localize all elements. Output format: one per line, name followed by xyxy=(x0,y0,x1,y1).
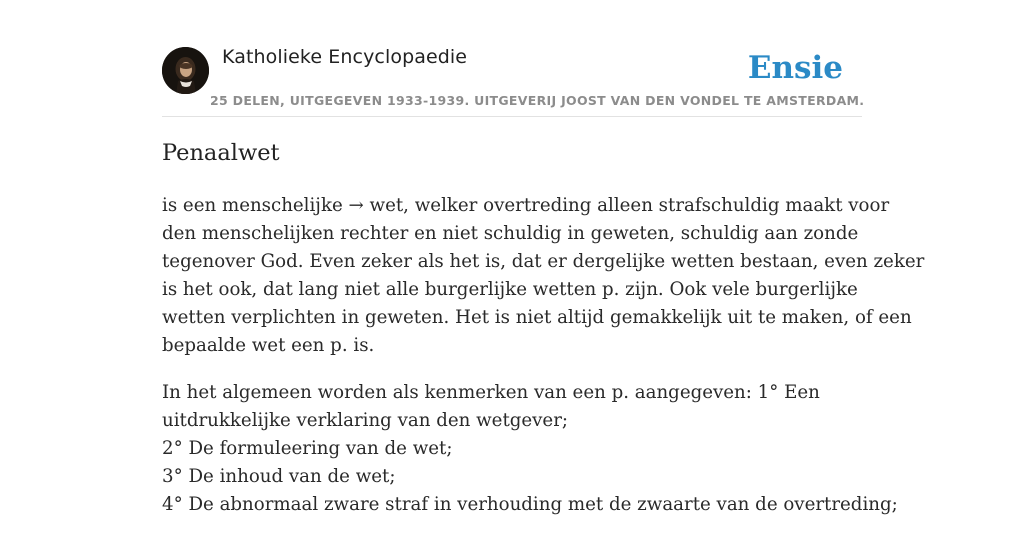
text-line: In het algemeen worden als kenmerken van een p. aangegeven: 1° Een xyxy=(162,382,820,403)
publication-subtitle: 25 DELEN, UITGEGEVEN 1933-1939. UITGEVERIJ JOOST VAN DEN VONDEL TE AMSTERDAM. xyxy=(210,93,865,108)
paragraph-2 xyxy=(162,379,898,519)
brand-logo[interactable]: Ensie xyxy=(747,50,843,86)
text-line: wetten verplichten in geweten. Het is niet altijd gemakkelijk uit te maken, of een xyxy=(162,307,912,328)
header xyxy=(162,0,865,117)
text-line: uitdrukkelijke verklaring van den wetgever; xyxy=(162,410,569,431)
page xyxy=(162,0,925,515)
text-line: 3° De inhoud van de wet; xyxy=(162,466,396,487)
portrait-avatar-icon[interactable] xyxy=(162,47,209,94)
publication-title[interactable]: Katholieke Encyclopaedie xyxy=(222,46,468,68)
text-line: 4° De abnormaal zware straf in verhouding met de zwaarte van de overtreding; xyxy=(162,494,898,515)
text-line: 2° De formuleering van de wet; xyxy=(162,438,453,459)
portrait-image xyxy=(162,47,209,94)
text-line: tegenover God. Even zeker als het is, dat er dergelijke wetten bestaan, even zeker xyxy=(162,251,925,272)
paragraph-1 xyxy=(162,192,925,360)
article-title: Penaalwet xyxy=(162,140,280,166)
text-line: bepaalde wet een p. is. xyxy=(162,335,375,356)
text-line: is een menschelijke → wet, welker overtreding alleen strafschuldig maakt voor xyxy=(162,195,890,216)
text-line: den menschelijken rechter en niet schuldig in geweten, schuldig aan zonde xyxy=(162,223,859,244)
article-body xyxy=(162,192,925,538)
text-line: is het ook, dat lang niet alle burgerlijke wetten p. zijn. Ook vele burgerlijke xyxy=(162,279,858,300)
